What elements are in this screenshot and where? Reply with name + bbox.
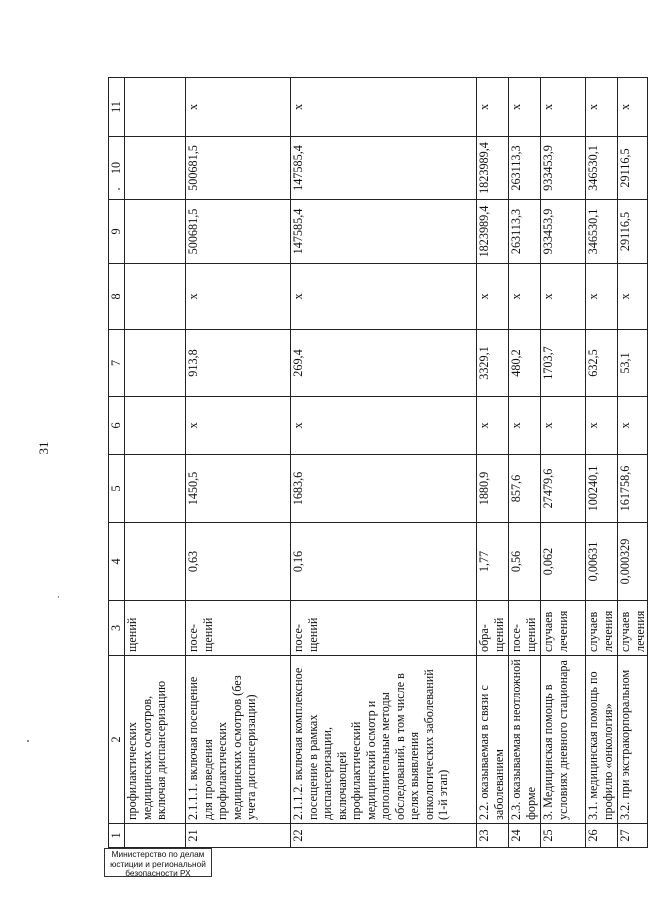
unit-cell: обра-щений xyxy=(477,601,509,656)
row-number-cell: 22 xyxy=(291,824,477,848)
table-row xyxy=(509,78,541,848)
table-row xyxy=(186,78,291,848)
value-cell: х xyxy=(541,397,586,455)
row-number-cell: 26 xyxy=(586,824,618,848)
description-cell: 3.1. медицинская помощь по профилю «онкология» xyxy=(586,656,618,824)
value-cell: 1703,7 xyxy=(541,330,586,397)
value-cell: х xyxy=(509,264,541,330)
value-cell: х xyxy=(509,78,541,137)
description-cell: профилактических медицинских осмотров, включая диспансеризацию xyxy=(125,656,186,824)
value-cell xyxy=(125,137,186,200)
stamp-line: юстиции и региональной xyxy=(110,858,206,869)
unit-cell: щений xyxy=(125,601,186,656)
value-cell: х xyxy=(618,397,648,455)
value-cell: х xyxy=(477,78,509,137)
table-row xyxy=(291,78,477,848)
value-cell: 1880,9 xyxy=(477,455,509,523)
value-cell xyxy=(125,78,186,137)
value-cell: 53,1 xyxy=(618,330,648,397)
value-cell: 933453,9 xyxy=(541,200,586,264)
column-header: 4 xyxy=(109,523,125,601)
table-row xyxy=(541,78,586,848)
unit-cell: посе-щений xyxy=(291,601,477,656)
value-cell: 0,062 xyxy=(541,523,586,601)
ministry-stamp xyxy=(104,848,212,877)
row-number-cell: 24 xyxy=(509,824,541,848)
value-cell: 1,77 xyxy=(477,523,509,601)
unit-cell: случаев лечения xyxy=(618,601,648,656)
value-cell: х xyxy=(186,264,291,330)
value-cell: х xyxy=(541,78,586,137)
value-cell: 1823989,4 xyxy=(477,137,509,200)
column-header: 10 xyxy=(109,137,125,200)
value-cell: 0,000329 xyxy=(618,523,648,601)
value-cell: 3329,1 xyxy=(477,330,509,397)
value-cell: х xyxy=(477,397,509,455)
description-cell: 2.1.1.2. включая комплексное посещение в рамках диспансеризации, включающей профилактический медицинский осмотр и дополнительные методы обследований, в том числе в целях выявления онкологических заболеваний (1-й этап) xyxy=(291,656,477,824)
rotated-table-container xyxy=(108,78,647,848)
value-cell: 632,5 xyxy=(586,330,618,397)
value-cell: х xyxy=(618,78,648,137)
row-number-cell: 23 xyxy=(477,824,509,848)
stamp-line: Министерство по делам xyxy=(111,849,205,859)
value-cell: 147585,4 xyxy=(291,137,477,200)
row-number-cell: 21 xyxy=(186,824,291,848)
unit-cell: случаев лечения xyxy=(586,601,618,656)
value-cell: 857,6 xyxy=(509,455,541,523)
column-header: 2 xyxy=(109,656,125,824)
value-cell: 29116,5 xyxy=(618,200,648,264)
value-cell: 480,2 xyxy=(509,330,541,397)
value-cell: 346530,1 xyxy=(586,200,618,264)
table-row xyxy=(477,78,509,848)
value-cell: 500681,5 xyxy=(186,200,291,264)
description-cell: 2.1.1.1. включая посещение для проведения профилактических медицинских осмотров (без учета диспансеризации) xyxy=(186,656,291,824)
column-header: 3 xyxy=(109,601,125,656)
value-cell: х xyxy=(186,397,291,455)
header-row xyxy=(109,78,125,848)
table-row xyxy=(618,78,648,848)
stamp-line: безопасности РХ xyxy=(125,868,191,879)
value-cell: 346530,1 xyxy=(586,137,618,200)
value-cell: 161758,6 xyxy=(618,455,648,523)
column-header: 5 xyxy=(109,455,125,523)
unit-cell: посе-щений xyxy=(186,601,291,656)
value-cell: 1450,5 xyxy=(186,455,291,523)
value-cell: х xyxy=(586,264,618,330)
unit-cell: посе-щений xyxy=(509,601,541,656)
description-cell: 2.2. оказываемая в связи с заболеванием xyxy=(477,656,509,824)
row-number-cell xyxy=(125,824,186,848)
value-cell: х xyxy=(291,78,477,137)
value-cell xyxy=(125,397,186,455)
value-cell: х xyxy=(509,397,541,455)
value-cell xyxy=(125,264,186,330)
value-cell xyxy=(125,330,186,397)
value-cell: 263113,3 xyxy=(509,137,541,200)
table-row xyxy=(125,78,186,848)
value-cell: х xyxy=(186,78,291,137)
value-cell: 27479,6 xyxy=(541,455,586,523)
data-table xyxy=(108,77,648,848)
value-cell xyxy=(125,455,186,523)
scan-speck xyxy=(27,740,29,742)
value-cell: 0,63 xyxy=(186,523,291,601)
value-cell: 29116,5 xyxy=(618,137,648,200)
row-number-cell: 27 xyxy=(618,824,648,848)
table-row xyxy=(586,78,618,848)
value-cell xyxy=(125,523,186,601)
value-cell: х xyxy=(618,264,648,330)
value-cell xyxy=(125,200,186,264)
column-header: 7 xyxy=(109,330,125,397)
scan-speck xyxy=(58,596,59,598)
value-cell: 933453,9 xyxy=(541,137,586,200)
value-cell: 0,00631 xyxy=(586,523,618,601)
value-cell: х xyxy=(586,78,618,137)
description-cell: 3. Медицинская помощь в условиях дневного стационара xyxy=(541,656,586,824)
column-header: 1 xyxy=(109,824,125,848)
unit-cell: случаев лечения xyxy=(541,601,586,656)
value-cell: х xyxy=(586,397,618,455)
value-cell: 1683,6 xyxy=(291,455,477,523)
value-cell: х xyxy=(477,264,509,330)
value-cell: 913,8 xyxy=(186,330,291,397)
value-cell: 1823989,4 xyxy=(477,200,509,264)
page-number: 31 xyxy=(36,441,51,455)
value-cell: 269,4 xyxy=(291,330,477,397)
column-header: 8 xyxy=(109,264,125,330)
description-cell: 3.2. при экстракорпоральном xyxy=(618,656,648,824)
value-cell: 147585,4 xyxy=(291,200,477,264)
value-cell: 100240,1 xyxy=(586,455,618,523)
description-cell: 2.3. оказываемая в неотложной форме xyxy=(509,656,541,824)
value-cell: х xyxy=(541,264,586,330)
column-header: 9 xyxy=(109,200,125,264)
row-number-cell: 25 xyxy=(541,824,586,848)
value-cell: х xyxy=(291,397,477,455)
value-cell: 0,56 xyxy=(509,523,541,601)
column-header: 6 xyxy=(109,397,125,455)
value-cell: 500681,5 xyxy=(186,137,291,200)
value-cell: 0,16 xyxy=(291,523,477,601)
column-header: 11 xyxy=(109,78,125,137)
value-cell: 263113,3 xyxy=(509,200,541,264)
value-cell: х xyxy=(291,264,477,330)
